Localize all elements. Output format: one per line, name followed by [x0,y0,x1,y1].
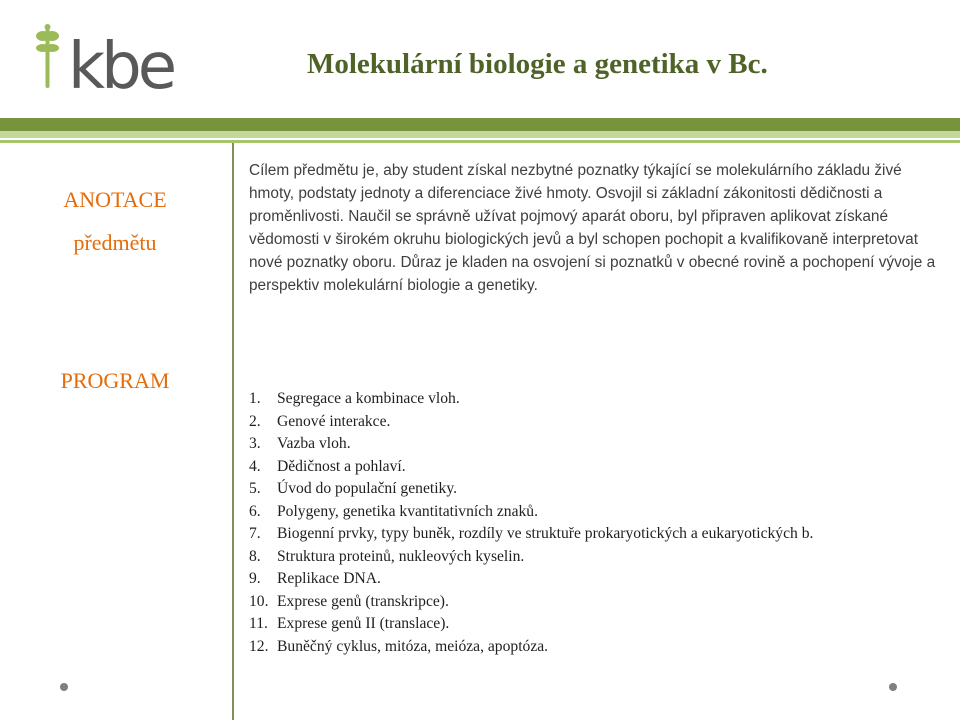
list-item [249,501,813,524]
anotace-label-line2: předmětu [73,230,157,255]
list-item [249,456,813,479]
list-item-number: 9. [249,570,261,587]
list-item-text: Polygeny, genetika kvantitativních znaků. [277,502,538,520]
list-item [249,388,813,411]
list-item [249,478,813,501]
list-item [249,546,813,569]
dragonfly-icon [36,24,59,88]
program-label: PROGRAM [60,368,170,393]
list-item-text: Exprese genů (transkripce). [277,592,449,610]
list-item-number: 12. [249,637,269,655]
list-item [249,636,813,659]
list-item-number: 8. [249,547,261,565]
list-item [249,568,813,591]
list-item-number: 2. [249,412,261,430]
anotace-text [249,159,941,297]
list-item-number: 10. [249,592,269,610]
anotace-label [40,178,190,264]
list-item-text: Buněčný cyklus, mitóza, meióza, apoptóza. [277,637,549,655]
list-item-text: Replikace DNA. [277,570,381,587]
list-item-text: Vazba vloh. [277,435,351,452]
program-list [249,388,813,658]
list-item-number: 11. [249,615,268,632]
column-divider [232,143,234,720]
list-item-text: Dědičnost a pohlaví. [277,457,406,475]
slide-title: Molekulární biologie a genetika v Bc. [307,48,768,80]
list-item-number: 3. [249,435,261,452]
list-item-text: Segregace a kombinace vloh. [277,390,460,407]
list-item-text: Úvod do populační genetiky. [277,480,458,497]
list-item [249,433,813,456]
list-item-number: 4. [249,457,261,475]
list-item [249,613,813,636]
anotace-label-line1: ANOTACE [63,187,167,212]
list-item-number: 5. [249,480,261,497]
list-item [249,523,813,546]
footer-dot-left [60,683,68,691]
footer-dot-right [889,683,897,691]
header-band-light [0,131,960,138]
list-item-text: Struktura proteinů, nukleových kyselin. [277,547,525,565]
header-band-accent [0,140,960,143]
logo-wordmark: kbe [68,30,174,102]
list-item-text: Biogenní prvky, typy buněk, rozdíly ve struktuře prokaryotických a eukaryotických b. [277,525,814,542]
list-item-number: 6. [249,502,261,520]
list-item-text: Genové interakce. [277,412,391,430]
list-item-number: 1. [249,390,261,407]
list-item-text: Exprese genů II (translace). [277,615,450,632]
list-item-number: 7. [249,525,261,542]
kbe-logo [28,22,178,102]
header-band-dark [0,118,960,131]
list-item [249,591,813,614]
list-item [249,411,813,434]
anotace-paragraph: Cílem předmětu je, aby student získal nezbytné poznatky týkající se molekulárního základu živé hmoty, podstaty jednoty a diferenciace živé hmoty. Osvojil si základní zákonitosti dědičnosti a proměnlivosti. Naučil se správně užívat pojmový aparát oboru, byl připraven aplikovat získané vědomosti v širokém okruhu biologických jevů a byl schopen pochopit a kvalifikovaně interpretovat nové poznatky oboru. Důraz je kladen na osvojení si poznatků v obecné rovině a pochopení vývoje a perspektiv molekulární biologie a genetiky. [249,162,936,294]
